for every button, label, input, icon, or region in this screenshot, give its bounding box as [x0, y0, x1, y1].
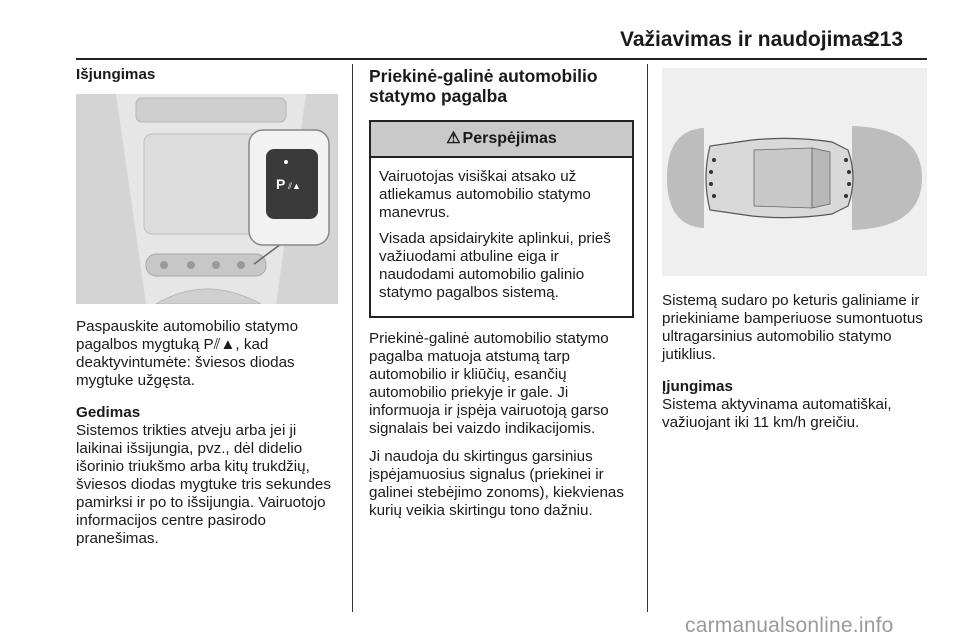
- warning-header: [371, 122, 632, 158]
- warning-title: Perspėjimas: [462, 130, 557, 147]
- svg-text:⫽▲: ⫽▲: [288, 181, 301, 191]
- warning-box: [369, 120, 634, 318]
- section-heading: Gedimas: [76, 404, 141, 421]
- page-number: 213: [868, 28, 904, 51]
- section-heading: Priekinė-galinė automobilio statymo pagalba: [369, 66, 598, 106]
- svg-text:P: P: [276, 176, 286, 192]
- column-divider: [647, 64, 648, 612]
- warning-text: Visada apsidairykite aplinkui, prieš važiuodami atbuline eiga ir naudodami automobilio galinio statymo pagalbos sistemą.: [379, 230, 611, 301]
- paragraph: Paspauskite automobilio statymo pagalbos mygtuką P⫽▲, kad deaktyvintumėte: šviesos diodas mygtuke užgęsta.: [76, 318, 299, 389]
- dashboard-button-figure: [76, 94, 338, 304]
- warning-text: Vairuotojas visiškai atsako už atliekamus automobilio statymo manevrus.: [379, 168, 591, 221]
- running-header: Važiavimas ir naudojimas: [620, 28, 875, 51]
- center-console-illustration: [76, 94, 338, 304]
- watermark: carmanualsonline.info: [685, 614, 894, 637]
- section-heading: Išjungimas: [76, 66, 156, 83]
- left-column: [76, 66, 341, 94]
- left-column-body: [76, 318, 344, 558]
- warning-triangle-icon: ⚠: [446, 130, 461, 147]
- section-heading: Įjungimas: [662, 378, 733, 395]
- parking-sensor-zones-illustration: [662, 68, 927, 276]
- paragraph: Ji naudoja du skirtingus garsinius įspėjamuosius signalus (priekinei ir galinei stebėjimo zonoms), kiekvienas kurių veikia skirtingu tono dažniu.: [369, 448, 624, 519]
- header-rule: [76, 58, 927, 60]
- paragraph: Sistemą sudaro po keturis galiniame ir priekiniame bamperiuose sumontuotus ultragarsinius automobilio statymo jutiklius.: [662, 292, 923, 363]
- paragraph: Priekinė-galinė automobilio statymo pagalba matuoja atstumą tarp automobilio ir kliūčių, esančių automobilio priekyje ir gale. Ji informuoja ir įspėja vairuotoją garso signalais bei vaizdo indikacijomis.: [369, 330, 609, 437]
- paragraph: Sistema aktyvinama automatiškai, važiuojant iki 11 km/h greičiu.: [662, 396, 892, 431]
- column-divider: [352, 64, 353, 612]
- right-column-body: [662, 292, 930, 442]
- paragraph: Sistemos trikties atveju arba jei ji laikinai išsijungia, pvz., dėl didelio išorinio triukšmo arba kitų trukdžių, šviesos diodas mygtuke tris sekundes pamirksi ir po to išsijungia. Vairuotojo informacijos centre pasirodo pranešimas.: [76, 422, 331, 547]
- parking-sensor-figure: [662, 68, 927, 276]
- middle-column: [369, 66, 634, 530]
